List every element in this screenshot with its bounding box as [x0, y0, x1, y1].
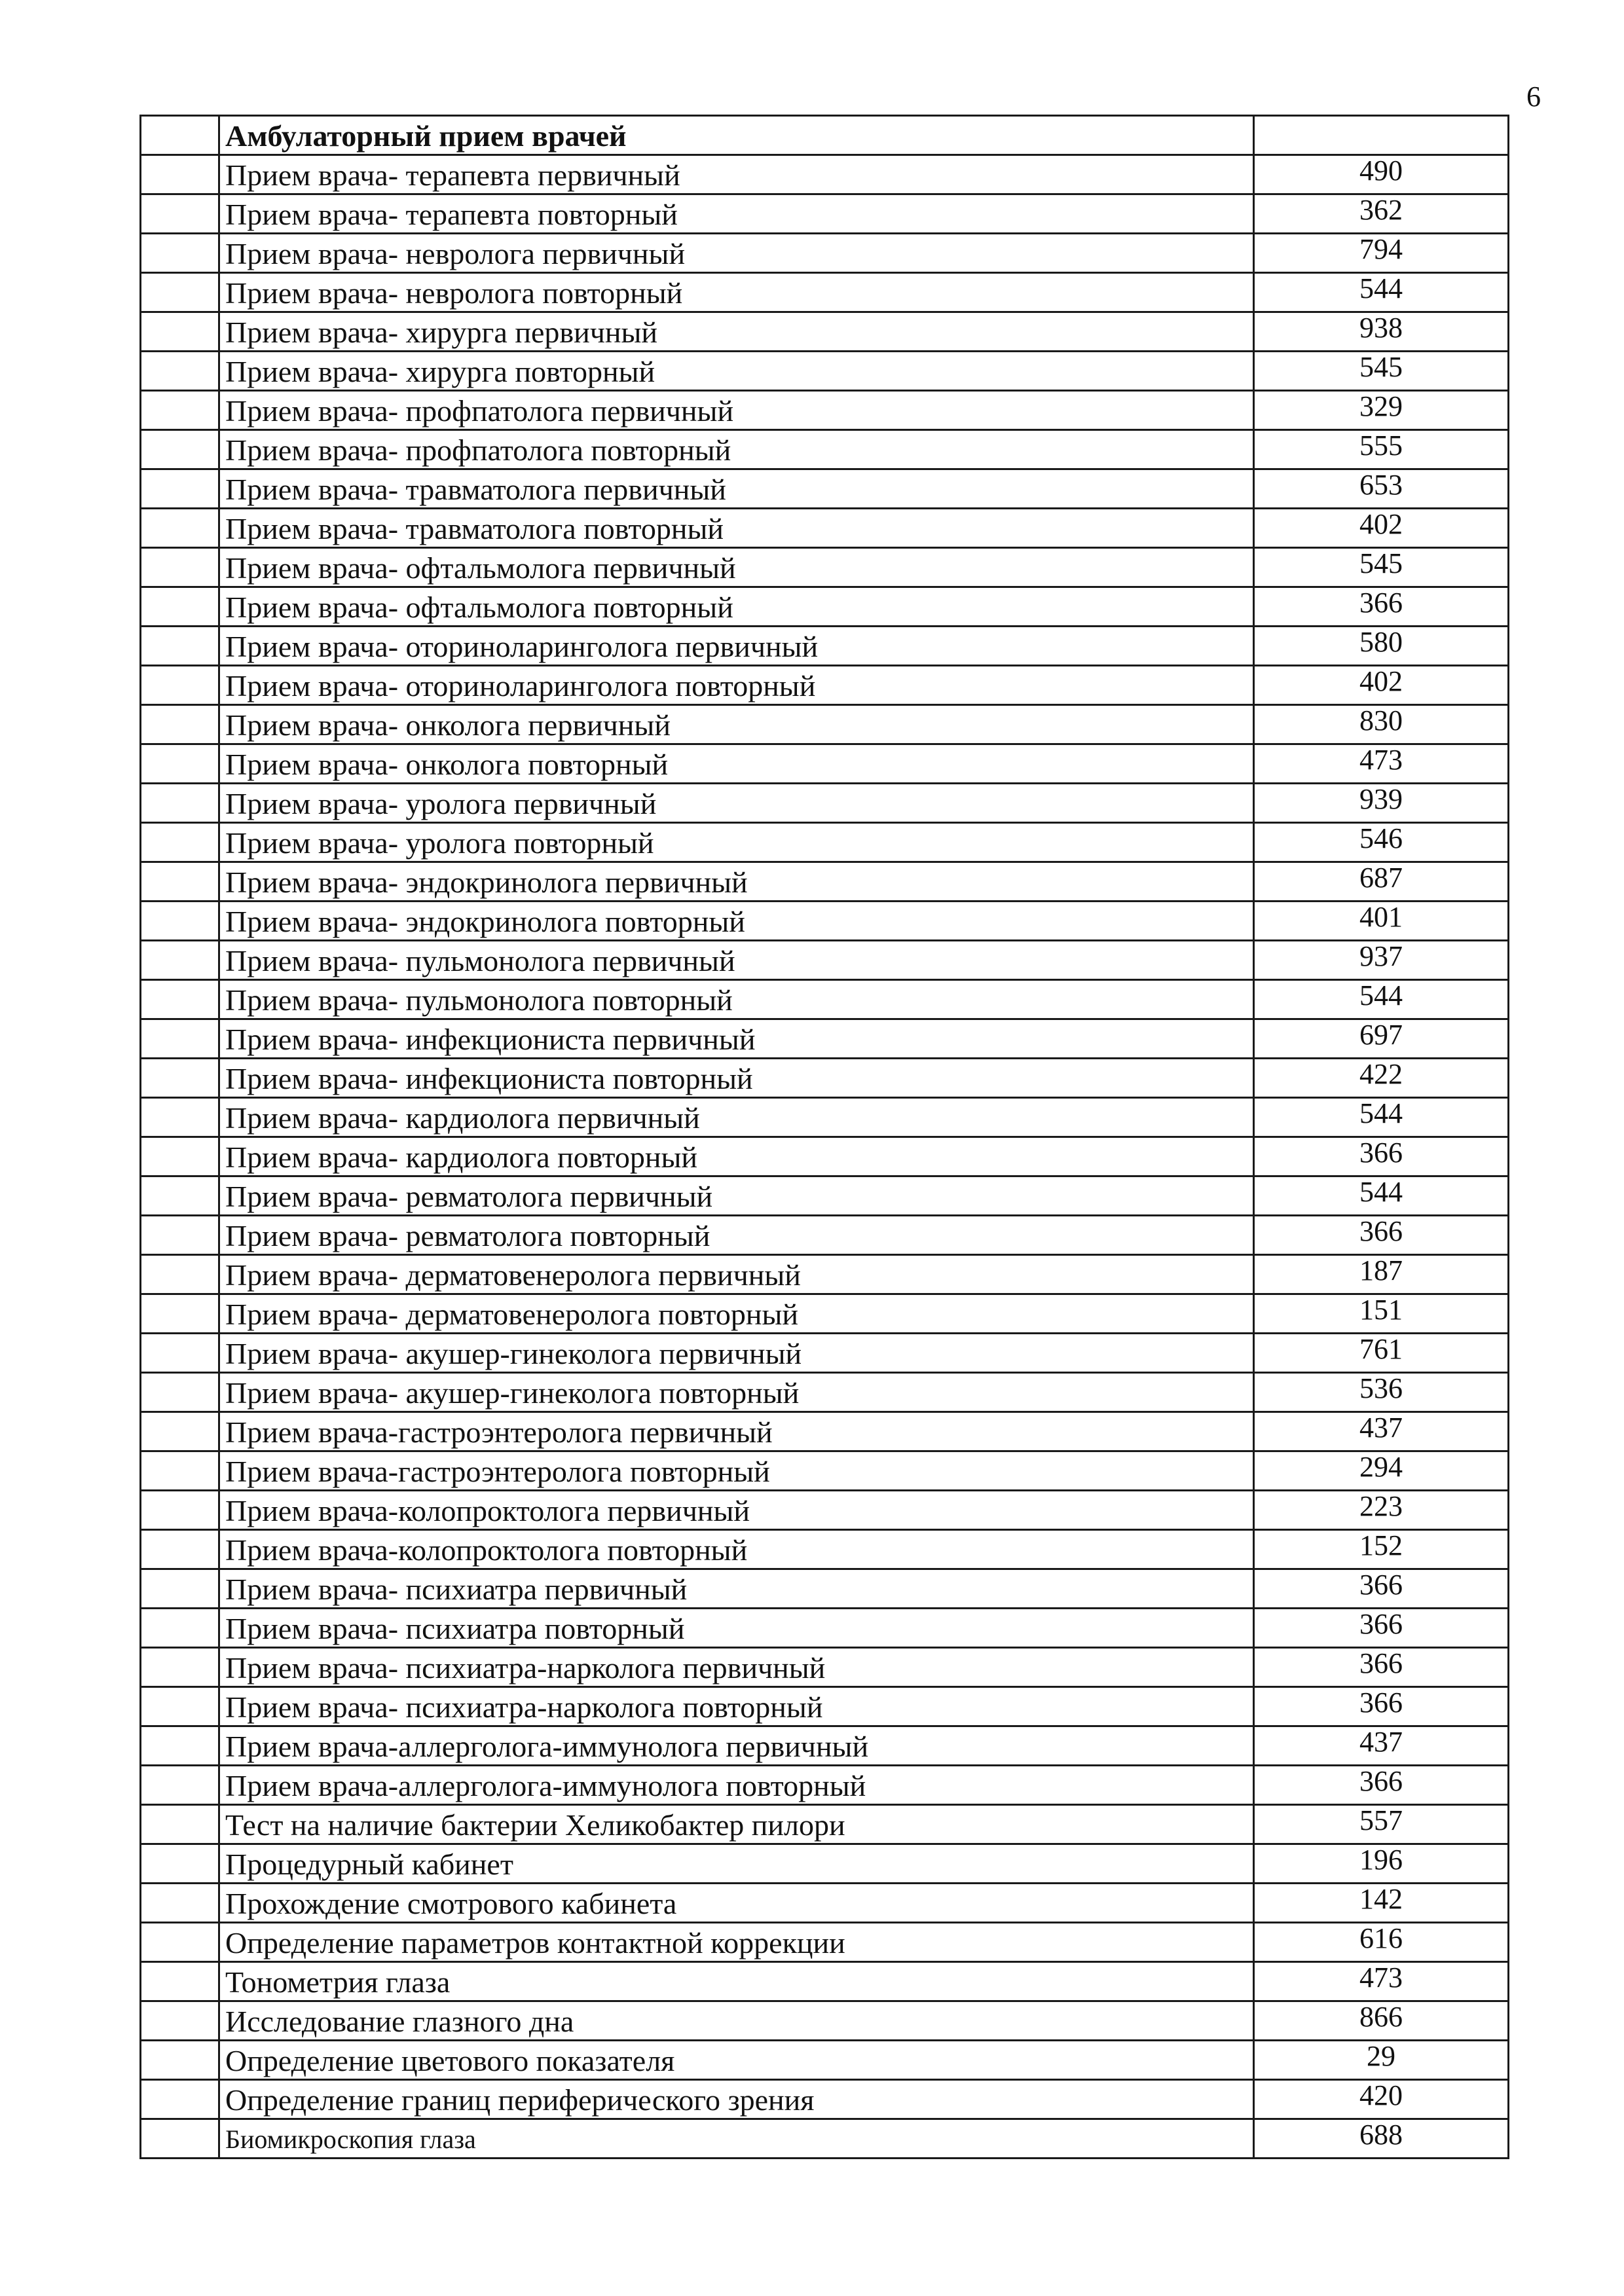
table-row [141, 1805, 1509, 1844]
table-row [141, 2119, 1509, 2159]
service-name: Тонометрия глаза [219, 1962, 1254, 2001]
service-name: Прием врача- дерматовенеролога первичный [219, 1255, 1254, 1294]
service-price: 490 [1254, 155, 1509, 194]
row-number-cell [141, 1726, 219, 1766]
service-name: Прием врача-аллерголога-иммунолога первичный [219, 1726, 1254, 1766]
service-price: 187 [1254, 1255, 1509, 1294]
row-number-cell [141, 312, 219, 352]
section-header-row [141, 116, 1509, 155]
service-price: 366 [1254, 1216, 1509, 1255]
service-name: Прием врача- ревматолога первичный [219, 1176, 1254, 1216]
service-name: Прием врача- онколога первичный [219, 705, 1254, 744]
service-name: Прием врача-гастроэнтеролога первичный [219, 1412, 1254, 1451]
table-row [141, 2041, 1509, 2080]
row-number-cell [141, 1884, 219, 1923]
service-name: Прием врача-аллерголога-иммунолога повторный [219, 1766, 1254, 1805]
service-price: 437 [1254, 1412, 1509, 1451]
service-price: 329 [1254, 391, 1509, 430]
service-name: Тест на наличие бактерии Хеликобактер пилори [219, 1805, 1254, 1844]
row-number-cell [141, 1844, 219, 1884]
row-number-cell [141, 902, 219, 941]
service-price: 544 [1254, 980, 1509, 1019]
table-row [141, 1137, 1509, 1176]
table-row [141, 1687, 1509, 1726]
table-row [141, 1176, 1509, 1216]
table-row [141, 1059, 1509, 1098]
table-row [141, 1962, 1509, 2001]
table-row [141, 1216, 1509, 1255]
table-row [141, 705, 1509, 744]
table-row [141, 1334, 1509, 1373]
service-price: 473 [1254, 1962, 1509, 2001]
table-row [141, 1373, 1509, 1412]
service-price: 366 [1254, 1687, 1509, 1726]
row-number-cell [141, 1962, 219, 2001]
row-number-cell [141, 1334, 219, 1373]
table-row [141, 391, 1509, 430]
table-row [141, 430, 1509, 469]
service-price: 866 [1254, 2001, 1509, 2041]
service-name: Прием врача- акушер-гинеколога первичный [219, 1334, 1254, 1373]
row-number-cell [141, 980, 219, 1019]
service-name: Прием врача- онколога повторный [219, 744, 1254, 784]
row-number-cell [141, 784, 219, 823]
service-name: Исследование глазного дна [219, 2001, 1254, 2041]
price-table-body [141, 116, 1509, 2159]
row-number-cell [141, 509, 219, 548]
row-number-cell [141, 1530, 219, 1569]
row-number-cell [141, 2001, 219, 2041]
table-row [141, 1648, 1509, 1687]
row-number-cell [141, 2119, 219, 2159]
table-row [141, 234, 1509, 273]
table-row [141, 627, 1509, 666]
service-name: Прием врача-гастроэнтеролога повторный [219, 1451, 1254, 1491]
service-price: 402 [1254, 666, 1509, 705]
table-row [141, 744, 1509, 784]
row-number-cell [141, 391, 219, 430]
service-price: 687 [1254, 862, 1509, 902]
service-price: 545 [1254, 352, 1509, 391]
table-row [141, 312, 1509, 352]
row-number-cell [141, 234, 219, 273]
table-row [141, 1098, 1509, 1137]
service-name: Прием врача-колопроктолога повторный [219, 1530, 1254, 1569]
table-row [141, 352, 1509, 391]
table-row [141, 273, 1509, 312]
service-name: Прием врача- хирурга первичный [219, 312, 1254, 352]
service-name: Прием врача- инфекциониста первичный [219, 1019, 1254, 1059]
service-name: Прием врача- психиатра-нарколога повторный [219, 1687, 1254, 1726]
service-price: 437 [1254, 1726, 1509, 1766]
service-name: Прием врача- уролога первичный [219, 784, 1254, 823]
service-name: Определение цветового показателя [219, 2041, 1254, 2080]
row-number-cell [141, 627, 219, 666]
section-price-cell [1254, 116, 1509, 155]
table-row [141, 666, 1509, 705]
row-number-cell [141, 469, 219, 509]
service-name: Прием врача- профпатолога повторный [219, 430, 1254, 469]
service-price: 937 [1254, 941, 1509, 980]
table-row [141, 587, 1509, 627]
service-price: 366 [1254, 1569, 1509, 1609]
service-name: Прием врача- невролога первичный [219, 234, 1254, 273]
service-price: 29 [1254, 2041, 1509, 2080]
service-price: 362 [1254, 194, 1509, 234]
row-number-cell [141, 1294, 219, 1334]
row-number-cell [141, 1805, 219, 1844]
service-price: 546 [1254, 823, 1509, 862]
service-price: 294 [1254, 1451, 1509, 1491]
row-number-cell [141, 155, 219, 194]
service-price: 366 [1254, 1137, 1509, 1176]
row-number-cell [141, 862, 219, 902]
service-price: 420 [1254, 2080, 1509, 2119]
service-price: 544 [1254, 1176, 1509, 1216]
service-name: Прием врача- терапевта повторный [219, 194, 1254, 234]
table-row [141, 469, 1509, 509]
service-price: 653 [1254, 469, 1509, 509]
service-name: Прием врача- дерматовенеролога повторный [219, 1294, 1254, 1334]
service-price: 401 [1254, 902, 1509, 941]
table-row [141, 980, 1509, 1019]
table-row [141, 1766, 1509, 1805]
service-name: Прием врача- профпатолога первичный [219, 391, 1254, 430]
service-name: Определение границ периферического зрения [219, 2080, 1254, 2119]
row-number-cell [141, 587, 219, 627]
table-row [141, 2080, 1509, 2119]
table-row [141, 1884, 1509, 1923]
service-name: Прием врача- травматолога повторный [219, 509, 1254, 548]
table-row [141, 1609, 1509, 1648]
table-row [141, 1294, 1509, 1334]
table-row [141, 1019, 1509, 1059]
service-price: 366 [1254, 587, 1509, 627]
table-row [141, 1923, 1509, 1962]
row-number-cell [141, 1451, 219, 1491]
service-price: 223 [1254, 1491, 1509, 1530]
row-number-cell [141, 1766, 219, 1805]
service-name: Прием врача- офтальмолога повторный [219, 587, 1254, 627]
service-price: 545 [1254, 548, 1509, 587]
service-name: Прием врача- психиатра повторный [219, 1609, 1254, 1648]
service-name: Определение параметров контактной коррекции [219, 1923, 1254, 1962]
row-number-cell [141, 1019, 219, 1059]
service-price: 366 [1254, 1648, 1509, 1687]
row-number-cell [141, 1687, 219, 1726]
service-price: 473 [1254, 744, 1509, 784]
service-name: Прохождение смотрового кабинета [219, 1884, 1254, 1923]
table-row [141, 1255, 1509, 1294]
service-price: 555 [1254, 430, 1509, 469]
service-price: 152 [1254, 1530, 1509, 1569]
table-row [141, 902, 1509, 941]
row-number-cell [141, 1373, 219, 1412]
table-row [141, 1530, 1509, 1569]
row-number-cell [141, 352, 219, 391]
table-row [141, 784, 1509, 823]
row-number-cell [141, 430, 219, 469]
service-name: Прием врача- эндокринолога первичный [219, 862, 1254, 902]
service-name: Прием врача-колопроктолога первичный [219, 1491, 1254, 1530]
service-price: 422 [1254, 1059, 1509, 1098]
service-name: Прием врача- эндокринолога повторный [219, 902, 1254, 941]
row-number-cell [141, 194, 219, 234]
service-name: Процедурный кабинет [219, 1844, 1254, 1884]
service-name: Прием врача- инфекциониста повторный [219, 1059, 1254, 1098]
row-number-cell [141, 1176, 219, 1216]
service-price: 939 [1254, 784, 1509, 823]
row-number-cell [141, 1216, 219, 1255]
service-name: Прием врача- пульмонолога первичный [219, 941, 1254, 980]
service-price: 142 [1254, 1884, 1509, 1923]
service-price: 544 [1254, 1098, 1509, 1137]
service-name: Прием врача- кардиолога повторный [219, 1137, 1254, 1176]
service-name: Прием врача- оториноларинголога первичный [219, 627, 1254, 666]
row-number-cell [141, 1491, 219, 1530]
row-number-cell [141, 548, 219, 587]
service-name: Прием врача- терапевта первичный [219, 155, 1254, 194]
section-title: Амбулаторный прием врачей [219, 116, 1254, 155]
service-name: Прием врача- психиатра-нарколога первичный [219, 1648, 1254, 1687]
service-price: 938 [1254, 312, 1509, 352]
row-number-cell [141, 705, 219, 744]
row-number-cell [141, 744, 219, 784]
row-number-cell [141, 823, 219, 862]
service-price: 616 [1254, 1923, 1509, 1962]
row-number-cell [141, 1137, 219, 1176]
service-name: Прием врача- пульмонолога повторный [219, 980, 1254, 1019]
table-row [141, 1726, 1509, 1766]
service-price: 697 [1254, 1019, 1509, 1059]
table-row [141, 1451, 1509, 1491]
table-row [141, 1844, 1509, 1884]
row-number-cell [141, 1648, 219, 1687]
service-name: Прием врача- оториноларинголога повторный [219, 666, 1254, 705]
service-price: 688 [1254, 2119, 1509, 2159]
service-price: 402 [1254, 509, 1509, 548]
service-name: Прием врача- кардиолога первичный [219, 1098, 1254, 1137]
table-row [141, 862, 1509, 902]
service-price: 366 [1254, 1609, 1509, 1648]
service-price: 794 [1254, 234, 1509, 273]
service-price: 761 [1254, 1334, 1509, 1373]
price-table [139, 115, 1509, 2159]
table-row [141, 1412, 1509, 1451]
service-name: Прием врача- ревматолога повторный [219, 1216, 1254, 1255]
page-number: 6 [1526, 81, 1541, 113]
row-number-cell [141, 1609, 219, 1648]
service-price: 536 [1254, 1373, 1509, 1412]
row-number-cell [141, 273, 219, 312]
table-row [141, 1491, 1509, 1530]
row-number-cell [141, 1923, 219, 1962]
service-name: Прием врача- хирурга повторный [219, 352, 1254, 391]
row-number-cell [141, 1098, 219, 1137]
row-number-cell [141, 2080, 219, 2119]
service-name: Прием врача- офтальмолога первичный [219, 548, 1254, 587]
table-row [141, 194, 1509, 234]
table-row [141, 509, 1509, 548]
table-row [141, 823, 1509, 862]
service-name: Прием врача- невролога повторный [219, 273, 1254, 312]
row-number-cell [141, 1569, 219, 1609]
service-price: 544 [1254, 273, 1509, 312]
row-number-cell [141, 1255, 219, 1294]
service-price: 557 [1254, 1805, 1509, 1844]
service-price: 151 [1254, 1294, 1509, 1334]
row-number-cell [141, 666, 219, 705]
row-number-cell [141, 2041, 219, 2080]
service-price: 366 [1254, 1766, 1509, 1805]
table-row [141, 1569, 1509, 1609]
service-name: Прием врача- психиатра первичный [219, 1569, 1254, 1609]
table-row [141, 548, 1509, 587]
row-number-cell [141, 1412, 219, 1451]
service-name: Прием врача- травматолога первичный [219, 469, 1254, 509]
row-number-cell [141, 1059, 219, 1098]
service-name: Биомикроскопия глаза [219, 2119, 1254, 2159]
row-number-cell [141, 941, 219, 980]
service-price: 196 [1254, 1844, 1509, 1884]
service-name: Прием врача- акушер-гинеколога повторный [219, 1373, 1254, 1412]
table-row [141, 2001, 1509, 2041]
service-name: Прием врача- уролога повторный [219, 823, 1254, 862]
service-price: 580 [1254, 627, 1509, 666]
table-row [141, 155, 1509, 194]
table-row [141, 941, 1509, 980]
service-price: 830 [1254, 705, 1509, 744]
row-number-cell [141, 116, 219, 155]
